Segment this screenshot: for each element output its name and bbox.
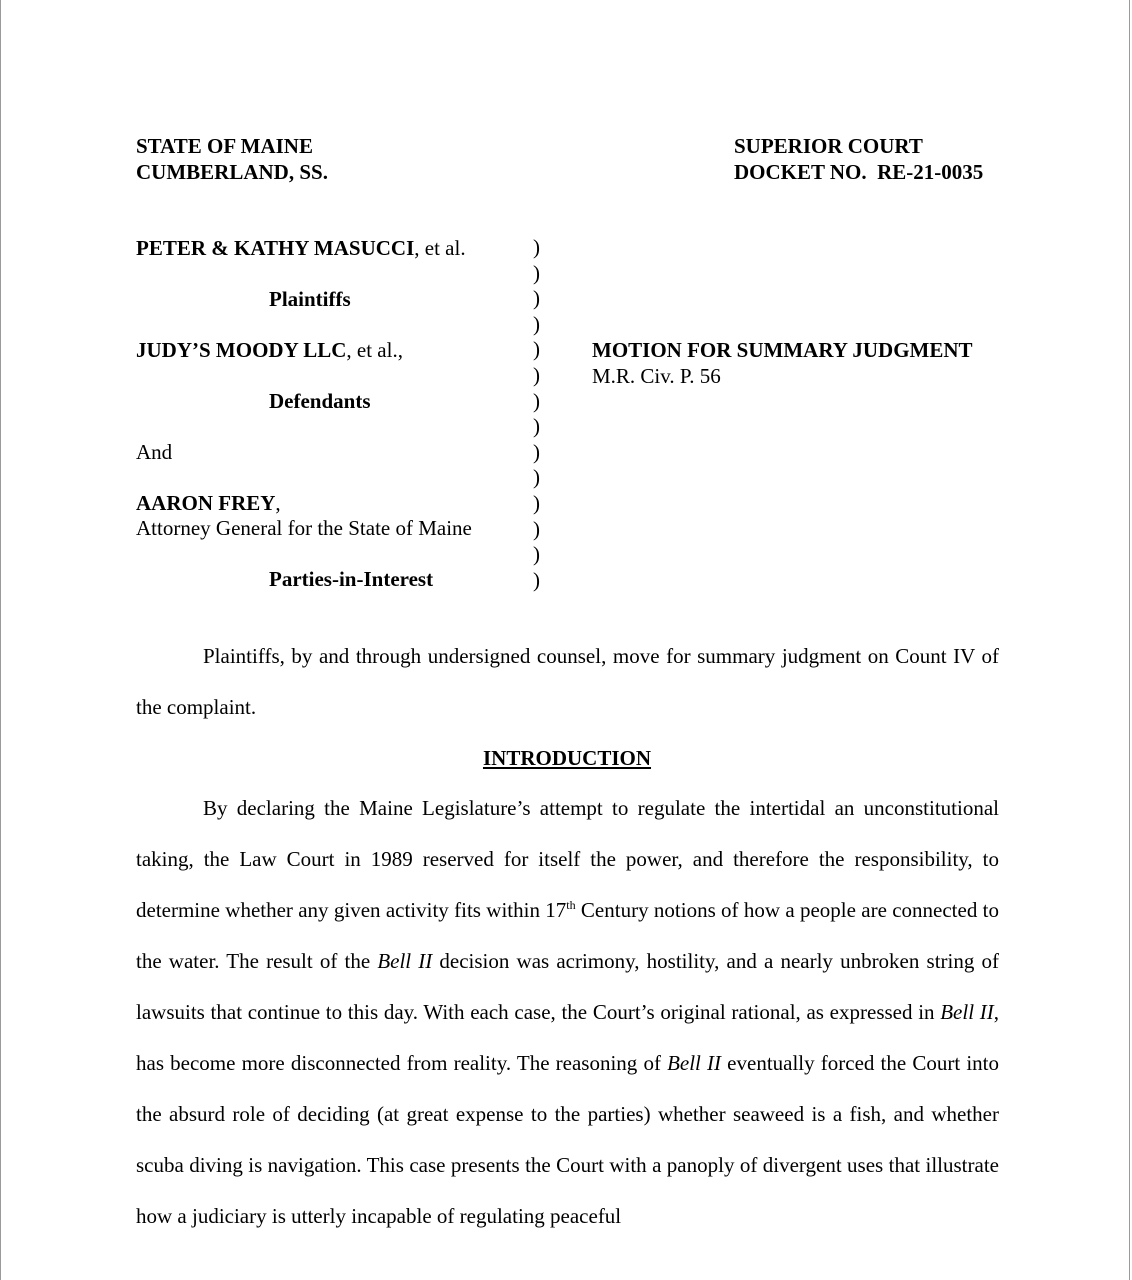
caption-paren: ) bbox=[533, 388, 540, 413]
motion-rule: M.R. Civ. P. 56 bbox=[592, 364, 721, 388]
motion-title-block bbox=[592, 337, 973, 389]
interest-title: Attorney General for the State of Maine bbox=[136, 516, 472, 540]
interest-label: Parties-in-Interest bbox=[269, 567, 434, 591]
defendants-name-line bbox=[136, 337, 403, 363]
caption-paren: ) bbox=[533, 260, 540, 285]
court-venue-block bbox=[136, 133, 328, 185]
introduction-paragraph bbox=[136, 783, 999, 1253]
plaintiffs-label: Plaintiffs bbox=[269, 287, 351, 311]
interest-name-line bbox=[136, 490, 281, 516]
opening-paragraph bbox=[136, 631, 999, 733]
defendants-label: Defendants bbox=[269, 389, 371, 413]
defendants-suffix: , et al., bbox=[346, 338, 403, 362]
caption-paren: ) bbox=[533, 362, 540, 387]
intro-text-part: decision was acrimony, hostility, and a nearly unbroken string of lawsuits that continue to this day. With each case, the Court’s original rational, as expressed in bbox=[136, 949, 999, 1024]
intro-text-part: By declaring the Maine Legislature’s attempt to regulate the intertidal an unconstitutional taking, the Law Court in 1989 reserved for itself the power, and therefore the responsibility, to determine whether any given activity fits within 17 bbox=[136, 796, 999, 922]
county-line: CUMBERLAND, SS. bbox=[136, 160, 328, 184]
caption-paren: ) bbox=[533, 465, 540, 490]
caption-paren: ) bbox=[533, 414, 540, 439]
and-label: And bbox=[136, 440, 173, 464]
plaintiffs-name: PETER & KATHY MASUCCI bbox=[136, 236, 415, 260]
motion-title: MOTION FOR SUMMARY JUDGMENT bbox=[592, 338, 973, 362]
caption-parenthesis-column bbox=[533, 235, 540, 593]
plaintiffs-name-line bbox=[136, 235, 466, 261]
intro-text-part: , has become more disconnected from reality. The reasoning of bbox=[136, 1000, 999, 1075]
court-docket-block bbox=[734, 133, 983, 185]
interest-suffix: , bbox=[275, 491, 281, 515]
case-citation: Bell II bbox=[940, 1000, 994, 1024]
caption-paren: ) bbox=[533, 439, 540, 464]
caption-paren: ) bbox=[533, 311, 540, 336]
caption-paren: ) bbox=[533, 235, 540, 259]
intro-text-part: Century notions of how a people are connected to the water. The result of the bbox=[136, 898, 999, 973]
state-line: STATE OF MAINE bbox=[136, 134, 313, 158]
interest-name: AARON FREY bbox=[136, 491, 276, 515]
plaintiffs-suffix: , et al. bbox=[414, 236, 466, 260]
ordinal-superscript: th bbox=[566, 898, 576, 912]
defendants-name: JUDY’S MOODY LLC bbox=[136, 338, 347, 362]
caption-paren: ) bbox=[533, 516, 540, 541]
docket-number-line: DOCKET NO. RE-21-0035 bbox=[734, 160, 984, 184]
opening-paragraph-text: Plaintiffs, by and through undersigned counsel, move for summary judgment on Count IV of the complaint. bbox=[136, 644, 999, 719]
caption-paren: ) bbox=[533, 286, 540, 311]
caption-paren: ) bbox=[533, 542, 540, 567]
caption-paren: ) bbox=[533, 567, 540, 592]
introduction-heading: INTRODUCTION bbox=[482, 746, 652, 770]
introduction-paragraph-text bbox=[136, 783, 999, 1242]
court-name-line: SUPERIOR COURT bbox=[734, 134, 923, 158]
case-citation: Bell II bbox=[667, 1051, 722, 1075]
case-citation: Bell II bbox=[377, 949, 433, 973]
caption-paren: ) bbox=[533, 490, 540, 515]
caption-paren: ) bbox=[533, 337, 540, 362]
intro-text-part: eventually forced the Court into the absurd role of deciding (at great expense to the parties) whether seaweed is a fish, and whether scuba diving is navigation. This case presents the Court with a panoply of divergent uses that illustrate how a judiciary is utterly incapable of regulating peaceful bbox=[136, 1051, 999, 1228]
